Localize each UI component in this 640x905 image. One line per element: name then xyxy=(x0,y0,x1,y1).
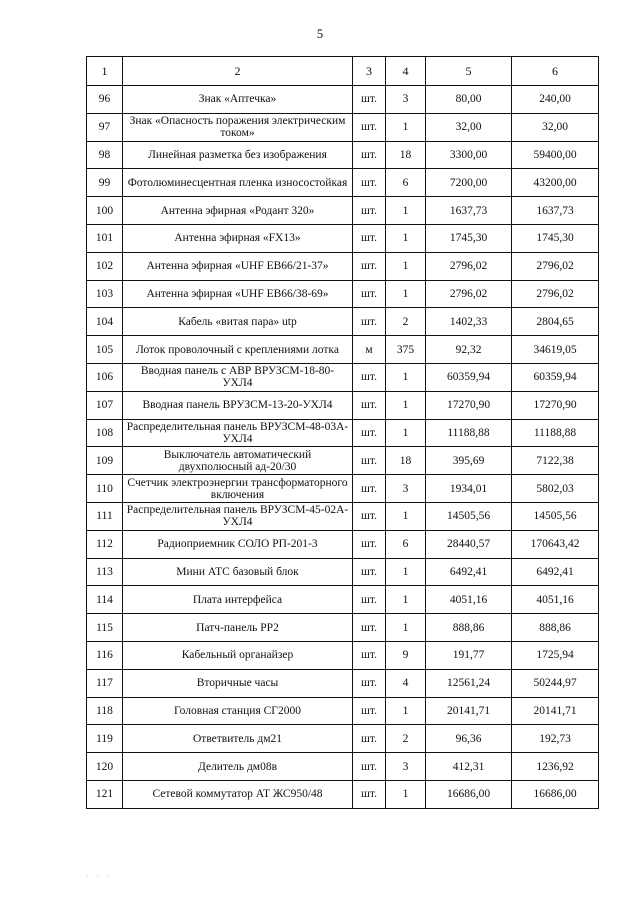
column-header: 4 xyxy=(386,57,426,86)
unit-cell: шт. xyxy=(353,252,386,280)
item-name-cell: Выключатель автоматический двухполюсный ад-20/30 xyxy=(123,447,353,475)
table-row xyxy=(87,336,599,364)
quantity-cell: 6 xyxy=(386,530,426,558)
quantity-cell: 4 xyxy=(386,669,426,697)
item-name-cell: Ответвитель дм21 xyxy=(123,725,353,753)
unit-cell: м xyxy=(353,336,386,364)
total-cell: 4051,16 xyxy=(512,586,599,614)
unit-price-cell: 1637,73 xyxy=(426,197,512,225)
table-row xyxy=(87,586,599,614)
item-name-cell: Антенна эфирная «UHF EB66/21-37» xyxy=(123,252,353,280)
quantity-cell: 1 xyxy=(386,280,426,308)
row-number-cell: 105 xyxy=(87,336,123,364)
table-row xyxy=(87,780,599,808)
row-number-cell: 114 xyxy=(87,586,123,614)
row-number-cell: 111 xyxy=(87,502,123,530)
row-number-cell: 100 xyxy=(87,197,123,225)
table-row xyxy=(87,641,599,669)
unit-price-cell: 16686,00 xyxy=(426,780,512,808)
unit-price-cell: 1934,01 xyxy=(426,475,512,503)
table-row xyxy=(87,697,599,725)
row-number-cell: 96 xyxy=(87,86,123,114)
unit-cell: шт. xyxy=(353,280,386,308)
unit-price-cell: 17270,90 xyxy=(426,391,512,419)
total-cell: 34619,05 xyxy=(512,336,599,364)
unit-cell: шт. xyxy=(353,224,386,252)
total-cell: 2796,02 xyxy=(512,252,599,280)
unit-price-cell: 1402,33 xyxy=(426,308,512,336)
unit-cell: шт. xyxy=(353,419,386,447)
total-cell: 50244,97 xyxy=(512,669,599,697)
table-row xyxy=(87,530,599,558)
unit-cell: шт. xyxy=(353,502,386,530)
total-cell: 170643,42 xyxy=(512,530,599,558)
unit-price-cell: 92,32 xyxy=(426,336,512,364)
quantity-cell: 1 xyxy=(386,780,426,808)
unit-price-cell: 7200,00 xyxy=(426,169,512,197)
quantity-cell: 3 xyxy=(386,475,426,503)
item-name-cell: Распределительная панель ВРУЗСМ-48-03А-УХЛ4 xyxy=(123,419,353,447)
item-name-cell: Мини АТС базовый блок xyxy=(123,558,353,586)
unit-price-cell: 1745,30 xyxy=(426,224,512,252)
total-cell: 16686,00 xyxy=(512,780,599,808)
column-header: 2 xyxy=(123,57,353,86)
unit-price-cell: 3300,00 xyxy=(426,141,512,169)
unit-price-cell: 191,77 xyxy=(426,641,512,669)
row-number-cell: 110 xyxy=(87,475,123,503)
item-name-cell: Делитель дм08в xyxy=(123,753,353,781)
unit-cell: шт. xyxy=(353,780,386,808)
item-name-cell: Знак «Опасность поражения электрическим током» xyxy=(123,113,353,141)
quantity-cell: 375 xyxy=(386,336,426,364)
unit-price-cell: 888,86 xyxy=(426,614,512,642)
unit-price-cell: 6492,41 xyxy=(426,558,512,586)
table-row xyxy=(87,419,599,447)
table-row xyxy=(87,502,599,530)
unit-cell: шт. xyxy=(353,391,386,419)
unit-price-cell: 28440,57 xyxy=(426,530,512,558)
item-name-cell: Вторичные часы xyxy=(123,669,353,697)
item-name-cell: Антенна эфирная «Родант 320» xyxy=(123,197,353,225)
row-number-cell: 109 xyxy=(87,447,123,475)
unit-cell: шт. xyxy=(353,169,386,197)
quantity-cell: 1 xyxy=(386,363,426,391)
total-cell: 17270,90 xyxy=(512,391,599,419)
row-number-cell: 107 xyxy=(87,391,123,419)
total-cell: 7122,38 xyxy=(512,447,599,475)
quantity-cell: 18 xyxy=(386,447,426,475)
total-cell: 43200,00 xyxy=(512,169,599,197)
unit-price-cell: 96,36 xyxy=(426,725,512,753)
total-cell: 59400,00 xyxy=(512,141,599,169)
unit-price-cell: 20141,71 xyxy=(426,697,512,725)
table-row xyxy=(87,86,599,114)
quantity-cell: 1 xyxy=(386,224,426,252)
unit-price-cell: 4051,16 xyxy=(426,586,512,614)
unit-price-cell: 2796,02 xyxy=(426,280,512,308)
unit-price-cell: 14505,56 xyxy=(426,502,512,530)
table-row xyxy=(87,447,599,475)
quantity-cell: 1 xyxy=(386,586,426,614)
total-cell: 11188,88 xyxy=(512,419,599,447)
unit-cell: шт. xyxy=(353,141,386,169)
column-header: 5 xyxy=(426,57,512,86)
item-name-cell: Головная станция СГ2000 xyxy=(123,697,353,725)
quantity-cell: 1 xyxy=(386,419,426,447)
unit-price-cell: 11188,88 xyxy=(426,419,512,447)
total-cell: 2804,65 xyxy=(512,308,599,336)
quantity-cell: 1 xyxy=(386,391,426,419)
item-name-cell: Линейная разметка без изображения xyxy=(123,141,353,169)
unit-cell: шт. xyxy=(353,669,386,697)
total-cell: 1236,92 xyxy=(512,753,599,781)
table-row xyxy=(87,614,599,642)
item-name-cell: Распределительная панель ВРУЗСМ-45-02А-УХЛ4 xyxy=(123,502,353,530)
total-cell: 888,86 xyxy=(512,614,599,642)
row-number-cell: 98 xyxy=(87,141,123,169)
table-row xyxy=(87,669,599,697)
table-row xyxy=(87,475,599,503)
item-name-cell: Счетчик электроэнергии трансформаторного включения xyxy=(123,475,353,503)
row-number-cell: 115 xyxy=(87,614,123,642)
row-number-cell: 120 xyxy=(87,753,123,781)
page-number: 5 xyxy=(316,27,324,41)
row-number-cell: 103 xyxy=(87,280,123,308)
item-name-cell: Кабельный органайзер xyxy=(123,641,353,669)
quantity-cell: 1 xyxy=(386,113,426,141)
column-header: 1 xyxy=(87,57,123,86)
total-cell: 1637,73 xyxy=(512,197,599,225)
unit-cell: шт. xyxy=(353,697,386,725)
unit-price-cell: 2796,02 xyxy=(426,252,512,280)
row-number-cell: 102 xyxy=(87,252,123,280)
row-number-cell: 106 xyxy=(87,363,123,391)
total-cell: 60359,94 xyxy=(512,363,599,391)
item-name-cell: Антенна эфирная «UHF EB66/38-69» xyxy=(123,280,353,308)
unit-price-cell: 395,69 xyxy=(426,447,512,475)
item-name-cell: Знак «Аптечка» xyxy=(123,86,353,114)
table-row xyxy=(87,308,599,336)
unit-cell: шт. xyxy=(353,308,386,336)
total-cell: 192,73 xyxy=(512,725,599,753)
quantity-cell: 1 xyxy=(386,197,426,225)
row-number-cell: 117 xyxy=(87,669,123,697)
specification-table xyxy=(86,56,599,809)
unit-cell: шт. xyxy=(353,641,386,669)
row-number-cell: 101 xyxy=(87,224,123,252)
total-cell: 1745,30 xyxy=(512,224,599,252)
item-name-cell: Вводная панель ВРУЗСМ-13-20-УХЛ4 xyxy=(123,391,353,419)
quantity-cell: 18 xyxy=(386,141,426,169)
total-cell: 32,00 xyxy=(512,113,599,141)
total-cell: 240,00 xyxy=(512,86,599,114)
total-cell: 6492,41 xyxy=(512,558,599,586)
total-cell: 14505,56 xyxy=(512,502,599,530)
unit-cell: шт. xyxy=(353,197,386,225)
unit-cell: шт. xyxy=(353,586,386,614)
unit-price-cell: 412,31 xyxy=(426,753,512,781)
unit-price-cell: 12561,24 xyxy=(426,669,512,697)
unit-cell: шт. xyxy=(353,363,386,391)
column-header: 3 xyxy=(353,57,386,86)
table-row xyxy=(87,280,599,308)
row-number-cell: 104 xyxy=(87,308,123,336)
unit-cell: шт. xyxy=(353,558,386,586)
item-name-cell: Плата интерфейса xyxy=(123,586,353,614)
quantity-cell: 2 xyxy=(386,308,426,336)
unit-cell: шт. xyxy=(353,475,386,503)
row-number-cell: 113 xyxy=(87,558,123,586)
unit-cell: шт. xyxy=(353,614,386,642)
table-row xyxy=(87,113,599,141)
quantity-cell: 2 xyxy=(386,725,426,753)
item-name-cell: Сетевой коммутатор АТ ЖС950/48 xyxy=(123,780,353,808)
quantity-cell: 9 xyxy=(386,641,426,669)
unit-cell: шт. xyxy=(353,753,386,781)
quantity-cell: 1 xyxy=(386,502,426,530)
table-row xyxy=(87,725,599,753)
quantity-cell: 1 xyxy=(386,614,426,642)
column-header: 6 xyxy=(512,57,599,86)
row-number-cell: 108 xyxy=(87,419,123,447)
quantity-cell: 6 xyxy=(386,169,426,197)
table-row xyxy=(87,197,599,225)
unit-cell: шт. xyxy=(353,725,386,753)
row-number-cell: 118 xyxy=(87,697,123,725)
row-number-cell: 121 xyxy=(87,780,123,808)
table-header-row xyxy=(87,57,599,86)
quantity-cell: 1 xyxy=(386,252,426,280)
scan-artifact: · · · xyxy=(86,872,113,881)
unit-cell: шт. xyxy=(353,86,386,114)
quantity-cell: 3 xyxy=(386,86,426,114)
total-cell: 1725,94 xyxy=(512,641,599,669)
row-number-cell: 112 xyxy=(87,530,123,558)
total-cell: 20141,71 xyxy=(512,697,599,725)
table-row xyxy=(87,363,599,391)
row-number-cell: 119 xyxy=(87,725,123,753)
row-number-cell: 99 xyxy=(87,169,123,197)
specification-table-body xyxy=(87,57,599,809)
unit-price-cell: 80,00 xyxy=(426,86,512,114)
item-name-cell: Вводная панель с АВР ВРУЗСМ-18-80-УХЛ4 xyxy=(123,363,353,391)
item-name-cell: Лоток проволочный с креплениями лотка xyxy=(123,336,353,364)
table-row xyxy=(87,753,599,781)
item-name-cell: Антенна эфирная «FX13» xyxy=(123,224,353,252)
table-row xyxy=(87,141,599,169)
table-row xyxy=(87,252,599,280)
item-name-cell: Фотолюминесцентная пленка износостойкая xyxy=(123,169,353,197)
item-name-cell: Радиоприемник СОЛО РП-201-3 xyxy=(123,530,353,558)
quantity-cell: 3 xyxy=(386,753,426,781)
item-name-cell: Патч-панель PP2 xyxy=(123,614,353,642)
unit-price-cell: 32,00 xyxy=(426,113,512,141)
unit-cell: шт. xyxy=(353,530,386,558)
table-row xyxy=(87,558,599,586)
unit-cell: шт. xyxy=(353,447,386,475)
total-cell: 5802,03 xyxy=(512,475,599,503)
row-number-cell: 97 xyxy=(87,113,123,141)
item-name-cell: Кабель «витая пара» utp xyxy=(123,308,353,336)
quantity-cell: 1 xyxy=(386,697,426,725)
row-number-cell: 116 xyxy=(87,641,123,669)
table-row xyxy=(87,169,599,197)
unit-price-cell: 60359,94 xyxy=(426,363,512,391)
table-row xyxy=(87,391,599,419)
table-row xyxy=(87,224,599,252)
quantity-cell: 1 xyxy=(386,558,426,586)
total-cell: 2796,02 xyxy=(512,280,599,308)
unit-cell: шт. xyxy=(353,113,386,141)
